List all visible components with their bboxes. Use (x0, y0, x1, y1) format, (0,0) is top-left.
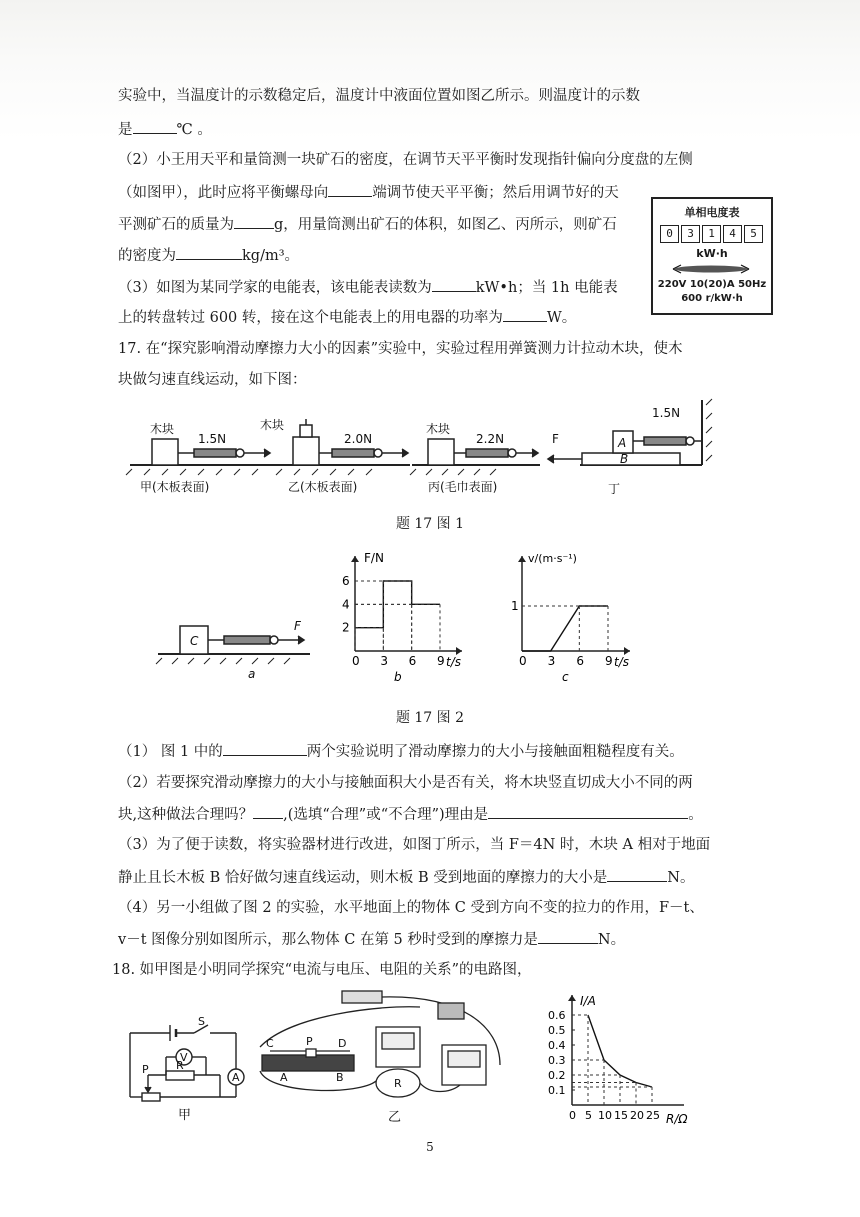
subfigure-caption: 乙(木板表面) (288, 480, 358, 494)
answer-blank[interactable] (133, 119, 177, 134)
slider-label: P (142, 1063, 149, 1076)
text-line: （2）小王用天平和量筒测一块矿石的密度，在调节天平平衡时发现指针偏向分度盘的左侧 (118, 152, 693, 168)
series-line (522, 606, 608, 651)
answer-blank[interactable] (432, 277, 476, 292)
answer-blank[interactable] (234, 214, 274, 229)
x-tick-label: 10 (598, 1109, 612, 1122)
y-axis-label: I/A (580, 994, 596, 1008)
text-line: （1） 图 1 中的 两个实验说明了滑动摩擦力的大小与接触面粗糙程度有关。 (118, 741, 684, 762)
subfigure-caption: 甲(木板表面) (140, 480, 210, 494)
velocity-time-chart (511, 552, 630, 684)
subfigure-caption: b (394, 670, 402, 684)
meter-digit: 5 (744, 225, 763, 243)
x-tick-label: 9 (605, 654, 613, 668)
force-label: 1.5N (652, 406, 681, 420)
x-axis-label: R/Ω (666, 1112, 688, 1126)
figure-title: 题 17 图 2 (395, 710, 465, 726)
text-line: 上的转盘转过 600 转，接在这个电能表上的用电器的功率为 W。 (118, 307, 576, 328)
meter-disk-icon (671, 263, 751, 275)
answer-blank[interactable] (503, 307, 547, 322)
meter-digit: 1 (702, 225, 721, 243)
figure-title: 题 17 图 1 (395, 516, 465, 532)
figure-17-2 (150, 546, 670, 686)
x-tick-label: 20 (630, 1109, 644, 1122)
answer-blank[interactable] (607, 867, 667, 882)
y-tick-label: 2 (342, 620, 350, 635)
subfigure-caption: a (248, 667, 256, 681)
x-tick-label: 15 (614, 1109, 628, 1122)
text-line: （4）另一小组做了图 2 的实验，水平地面上的物体 C 受到方向不变的拉力的作用，F－t、 (118, 900, 704, 916)
meter-digits (660, 225, 765, 243)
x-axis-label: t/s (446, 655, 461, 669)
block-label: 木块 (426, 422, 451, 436)
text-line: 是 ℃ 。 (118, 119, 212, 140)
force-time-chart (342, 551, 462, 684)
x-axis-label: t/s (614, 655, 629, 669)
block-label: C (190, 634, 199, 648)
terminal-label: P (306, 1035, 313, 1048)
meter-title: 单相电度表 (684, 206, 740, 219)
arrow-icon (456, 647, 462, 655)
y-tick-label: 6 (342, 574, 350, 588)
text-line: v－t 图像分别如图所示，那么物体 C 在第 5 秒时受到的摩擦力是 N。 (118, 929, 625, 950)
x-tick-label: 0 (569, 1109, 576, 1122)
x-tick-label: 5 (585, 1109, 592, 1122)
text-line: 平测矿石的质量为 g，用量筒测出矿石的体积，如图乙、丙所示，则矿石 (118, 214, 617, 235)
resistor-label: R (394, 1077, 402, 1090)
meter-spec-2: 600 r/kW·h (681, 293, 743, 304)
text-line: 实验中，当温度计的示数稳定后，温度计中液面位置如图乙所示。则温度计的示数 (118, 88, 640, 104)
subfigure-caption: 丙(毛巾表面) (428, 480, 498, 494)
text-line: 的密度为 kg/m³。 (118, 245, 299, 266)
terminal-label: C (266, 1037, 274, 1050)
force-label: 2.0N (344, 432, 373, 446)
y-tick-label: 0.4 (548, 1039, 566, 1052)
electric-meter-figure (651, 197, 773, 315)
x-tick-label: 6 (576, 654, 584, 668)
force-label: F (294, 619, 301, 633)
text-line: 块,这种做法合理吗？ ,(选填“合理”或“不合理”)理由是 。 (118, 804, 703, 825)
x-tick-label: 0 (352, 654, 360, 668)
answer-blank[interactable] (223, 741, 307, 756)
ammeter-label: A (232, 1071, 240, 1084)
block-label: 木块 (260, 418, 285, 432)
y-tick-label: 0.6 (548, 1009, 566, 1022)
y-tick-label: 0.2 (548, 1069, 566, 1082)
terminal-label: D (338, 1037, 347, 1050)
current-resistance-chart (548, 994, 688, 1126)
arrow-icon (351, 556, 359, 562)
force-label: F (552, 432, 559, 446)
subfigure-caption: c (562, 670, 569, 684)
x-tick-label: 3 (380, 654, 388, 668)
x-tick-label: 9 (437, 654, 445, 668)
meter-digit: 0 (660, 225, 679, 243)
meter-spec-1: 220V 10(20)A 50Hz (657, 279, 767, 290)
x-tick-label: 0 (519, 654, 527, 668)
subfigure-caption: 丁 (608, 482, 621, 496)
y-tick-label: 0.3 (548, 1054, 566, 1067)
meter-unit: kW·h (696, 247, 728, 260)
answer-blank[interactable] (253, 804, 283, 819)
subfigure-caption: 乙 (388, 1110, 402, 1125)
x-tick-label: 25 (646, 1109, 660, 1122)
x-tick-label: 3 (547, 654, 556, 668)
text-line: （如图甲），此时应将平衡螺母向 端调节使天平平衡；然后用调节好的天 (118, 182, 619, 203)
answer-blank[interactable] (488, 804, 688, 819)
force-label: 1.5N (198, 432, 227, 446)
block-label: 木块 (150, 422, 175, 436)
figure-18 (120, 985, 710, 1130)
figure-17-1 (110, 395, 730, 505)
resistor-label: R (176, 1059, 184, 1072)
arrow-icon (518, 556, 526, 562)
x-tick-label: 6 (408, 654, 417, 668)
subfigure-caption: 甲 (178, 1108, 192, 1123)
apparatus-drawing (260, 991, 500, 1097)
y-tick-label: 0.1 (548, 1084, 566, 1097)
y-axis-label: F/N (364, 551, 384, 565)
y-tick-label: 1 (511, 599, 519, 613)
arrow-icon (568, 995, 576, 1001)
text-line: 17. 在“探究影响滑动摩擦力大小的因素”实验中，实验过程用弹簧测力计拉动木块，使木 (118, 341, 683, 357)
text-line: 18. 如甲图是小明同学探究“电流与电压、电阻的关系”的电路图， (112, 962, 532, 978)
y-axis-label: v/(m·s⁻¹) (528, 552, 577, 565)
board-label: B (620, 452, 629, 466)
y-tick-label: 0.5 (548, 1024, 566, 1037)
answer-blank[interactable] (538, 929, 598, 944)
text-line: 块做匀速直线运动，如下图： (118, 372, 307, 388)
switch-label: S (198, 1015, 205, 1028)
terminal-label: B (336, 1071, 344, 1084)
answer-blank[interactable] (328, 182, 372, 197)
text-line: （3）为了便于读数，将实验器材进行改进，如图丁所示，当 F＝4N 时，木块 A 相对于地面 (118, 837, 711, 853)
page-number: 5 (426, 1140, 434, 1154)
text-line: （2）若要探究滑动摩擦力的大小与接触面积大小是否有关，将木块竖直切成大小不同的两 (118, 775, 693, 791)
meter-digit: 4 (723, 225, 742, 243)
answer-blank[interactable] (176, 245, 242, 260)
block-label: A (618, 436, 627, 450)
meter-digit: 3 (681, 225, 700, 243)
terminal-label: A (280, 1071, 288, 1084)
force-label: 2.2N (476, 432, 505, 446)
voltmeter-label: V (180, 1051, 188, 1064)
text-line: 静止且长木板 B 恰好做匀速直线运动，则木板 B 受到地面的摩擦力的大小是 N。 (118, 867, 694, 888)
text-line: （3）如图为某同学家的电能表，该电能表读数为 kW•h；当 1h 电能表 (118, 277, 618, 298)
y-tick-label: 4 (342, 597, 350, 612)
arrow-icon (624, 647, 630, 655)
